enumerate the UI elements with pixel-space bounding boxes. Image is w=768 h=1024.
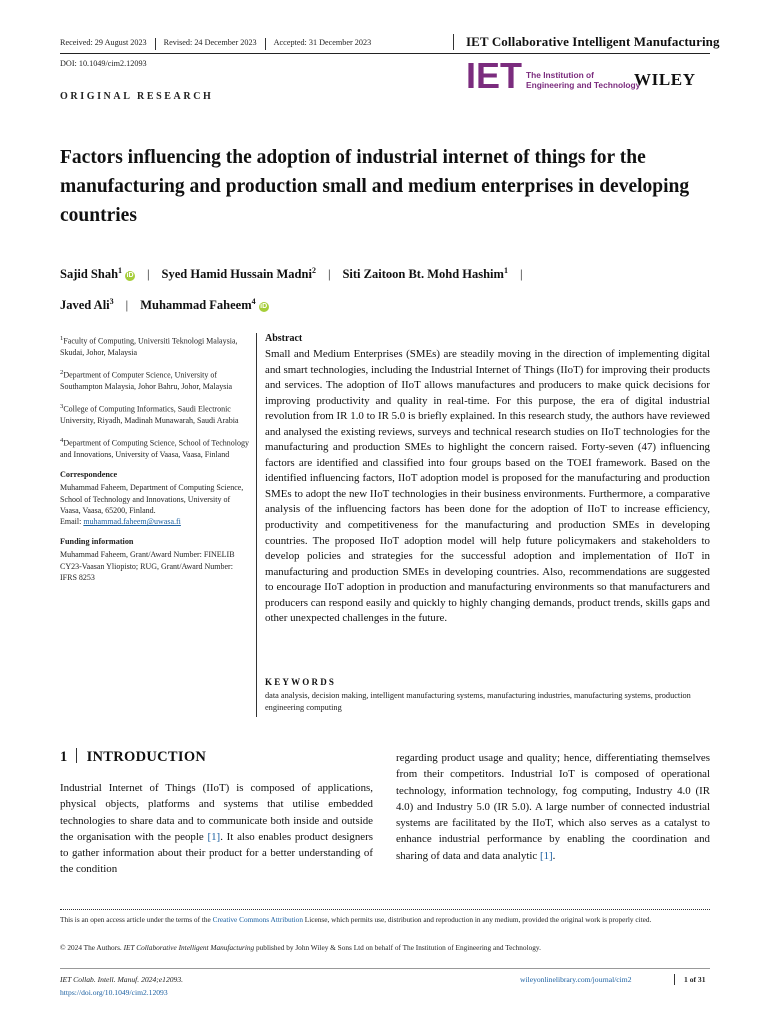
orcid-icon[interactable]: iD — [126, 272, 134, 280]
iet-line-2: Engineering and Technology — [526, 79, 641, 90]
keywords-heading: KEYWORDS — [265, 677, 337, 687]
affiliation — [60, 333, 250, 358]
footer-rule — [60, 968, 710, 969]
column-divider — [256, 333, 257, 717]
correspondence-text — [60, 482, 250, 527]
introduction-heading — [60, 748, 206, 766]
section-label: ORIGINAL RESEARCH — [60, 91, 214, 102]
affiliation-text: Department of Computing Science, School of Technology and Innovations, University of Vaasa, Vaasa, Finland — [60, 438, 250, 460]
introduction-right-column — [396, 750, 710, 864]
affiliation-sup: 1 — [60, 335, 64, 342]
header-rule — [60, 53, 710, 54]
article-title: Factors influencing the adoption of industrial internet of things for the manufacturing and production small and medium enterprises in developing countries — [60, 147, 690, 226]
introduction-left-column — [60, 780, 373, 878]
date-separator — [155, 38, 156, 50]
oa-text: This is an open access article under the terms of the — [60, 915, 213, 924]
correspondence-heading: Correspondence — [60, 470, 118, 480]
copyright-text: published by John Wiley & Sons Ltd on behalf of The Institution of Engineering and Technology. — [254, 943, 541, 952]
heading-separator — [76, 748, 77, 763]
author-affiliation-sup: 2 — [311, 266, 316, 275]
iet-line-1: The Institution of — [526, 70, 594, 80]
affiliation-text: College of Computing Informatics, Saudi Electronic University, Riyadh, Madinah Munawarah, Saudi Arabia — [60, 404, 239, 425]
author[interactable] — [60, 298, 114, 312]
copyright-notice — [60, 943, 710, 953]
affiliation — [60, 367, 250, 392]
orcid-icon[interactable]: iD — [260, 303, 268, 311]
author-separator: | — [327, 267, 331, 282]
footer-dotted-rule — [60, 909, 710, 910]
footer-doi-link[interactable]: https://doi.org/10.1049/cim2.12093 — [60, 988, 168, 997]
doi[interactable]: DOI: 10.1049/cim2.12093 — [60, 59, 147, 68]
intro-text: Industrial Internet of Things (IIoT) is composed of applications, physical objects, platforms and systems that utilise embedded technologies to share data and to communicate both inside and outside the organisation with the people — [60, 782, 373, 843]
journal-url-link[interactable]: wileyonlinelibrary.com/journal/cim2 — [520, 975, 632, 984]
author-name: Javed Ali — [60, 298, 110, 313]
citation-link[interactable]: [1] — [207, 830, 221, 843]
article-dates — [60, 38, 371, 50]
author-name: Muhammad Faheem — [140, 298, 252, 313]
citation-link[interactable]: [1] — [539, 849, 553, 862]
oa-text: License, which permits use, distribution and reproduction in any medium, provided the original work is properly cited. — [302, 915, 652, 924]
intro-text: . — [552, 849, 556, 862]
accepted-date: Accepted: 31 December 2023 — [273, 38, 372, 47]
affiliation-text: Faculty of Computing, Universiti Teknologi Malaysia, Skudai, Johor, Malaysia — [60, 336, 238, 357]
author[interactable] — [60, 267, 135, 281]
intro-text: . It also enables product designers to gather information about their product for a better understanding of the condition — [60, 830, 373, 876]
copyright-text: © 2024 The Authors. — [60, 943, 124, 952]
affiliation — [60, 401, 250, 426]
intro-text: regarding product usage and quality; hence, differentiating themselves from their competitors. Industrial IoT is composed of operational technology, information technology, fog computing, Industry 4.0 (IR 4.0) and Industry 5.0 (IR 5.0). A large number of connected industrial systems are facilitated by the IIoT, which also serves as a catalyst to enhance industrial performance by enabling the coordination and sharing of data and data analytic — [396, 752, 710, 862]
email-label: Email: — [60, 517, 84, 527]
affiliation-sup: 2 — [60, 369, 64, 377]
journal-name: IET Collaborative Intelligent Manufacturing — [466, 34, 720, 49]
author-affiliation-sup: 1 — [118, 266, 123, 275]
author-name: Sajid Shah — [60, 267, 119, 282]
section-number: 1 — [60, 749, 68, 765]
iet-logo — [466, 59, 524, 96]
received-date: Received: 29 August 2023 — [60, 38, 147, 47]
author-separator: | — [147, 267, 150, 282]
iet-logo-icon — [466, 59, 524, 91]
footer-separator — [674, 974, 675, 985]
keywords-text: data analysis, decision making, intelligent manufacturing systems, manufacturing industries, manufacturing systems, production engineering computing — [265, 691, 691, 712]
cc-license-link[interactable]: Creative Commons Attribution — [212, 915, 303, 924]
email-link[interactable]: muhammad.faheem@uwasa.fi — [83, 517, 181, 527]
author-affiliation-sup: 1 — [503, 266, 508, 275]
author[interactable] — [342, 267, 508, 281]
funding-text: Muhammad Faheem, Grant/Award Number: FINELIB CY23-Vaasan Yliopisto; RUG, Grant/Award Number: IFRS 8253 — [60, 550, 235, 582]
author[interactable] — [162, 267, 316, 281]
open-access-notice — [60, 915, 710, 925]
wiley-logo: WILEY — [634, 70, 696, 89]
copyright-journal: IET Collaborative Intelligent Manufacturing — [123, 943, 255, 952]
abstract-text: Small and Medium Enterprises (SMEs) are steadily moving in the direction of implementing digital and smart technologies, including the Industrial Internet of Things (IIoT) for improving their products and services. The adoption of IIoT allows manufactures and producers to make quick decisions for improving productivity and quality in real-time. For this purpose, the era of digital industrial revolution from IR 1.0 to IR 5.0 is briefly explained. In this research study, the authors have reviewed and analysed the existing reviews, surveys and technical research studies on IIoT technologies for the manufacturing and production SMEs to highlight the concern raised. Forty-seven (47) influencing factors are identified and classified into four groups based on the TOEI framework. Based on the identified influencing factors, IIoT adoption model is proposed for the manufacturing and production SMEs to adopt the new IIoT technologies in their business environments. Furthermore, a comparative analysis of the influencing factors has been done for the adoption of IIoT to increase efficiency, productivity and competitiveness for the manufacturing and production SMEs in developing countries. The proposed IIoT adoption model will help future policymakers and stakeholders to develop policies and strategies for the successful adoption and implementation of IIoT in manufacturing and production SMEs in developing countries. Also, recommendations are suggested to encourage IIoT adoption in production and manufacturing environments so that manufacturers and producers can respond easily and quickly to highly changing demands, product trends, skills gaps and other unexpected challenges in the future. — [265, 348, 710, 625]
section-title: INTRODUCTION — [86, 749, 207, 765]
footer-citation: IET Collab. Intell. Manuf. 2024;e12093. — [60, 975, 184, 984]
date-separator — [265, 38, 266, 50]
journal-separator — [453, 34, 454, 50]
affiliation-text: Department of Computer Science, University of Southampton Malaysia, Johor Bahru, Johor, Malaysia — [60, 370, 233, 391]
article-sidebar — [60, 333, 250, 592]
author[interactable] — [140, 298, 268, 312]
author-affiliation-sup: 3 — [109, 297, 114, 307]
revised-date: Revised: 24 December 2023 — [163, 38, 257, 47]
correspondence-address: Muhammad Faheem, Department of Computing Science, School of Technology and Innovations, University of Vaasa, Vaasa, 65200, Finland. — [60, 483, 244, 515]
abstract-heading: Abstract — [265, 333, 303, 344]
author-separator: | — [519, 267, 523, 282]
iet-logo-letters: IET — [466, 59, 522, 91]
author-name: Siti Zaitoon Bt. Mohd Hashim — [342, 267, 504, 282]
iet-institution-name — [526, 71, 640, 90]
affiliation — [60, 435, 250, 460]
author-separator: | — [125, 298, 129, 313]
affiliation-sup: 4 — [60, 437, 64, 445]
author-list — [60, 257, 720, 319]
author-affiliation-sup: 4 — [251, 297, 256, 307]
page-number: 1 of 31 — [684, 975, 706, 984]
author-name: Syed Hamid Hussain Madni — [161, 267, 312, 282]
affiliation-sup: 3 — [60, 403, 64, 411]
funding-heading: Funding information — [60, 537, 134, 547]
